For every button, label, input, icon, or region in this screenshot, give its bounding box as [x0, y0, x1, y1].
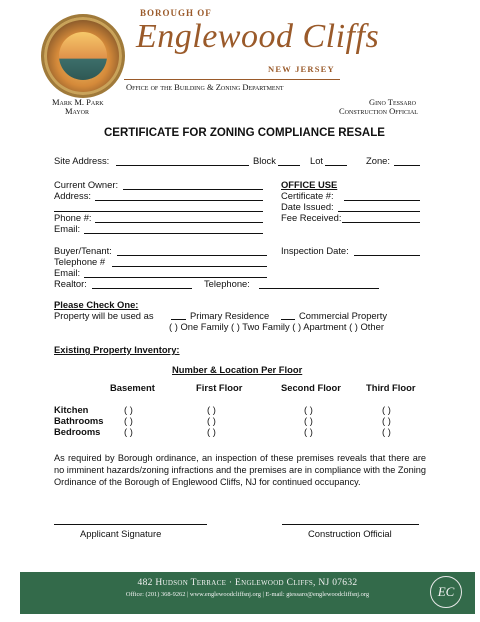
realtor-field[interactable]	[92, 288, 192, 289]
bathrooms-third-box[interactable]: ( )	[382, 415, 391, 426]
current-owner-field[interactable]	[123, 189, 263, 190]
applicant-signature-line[interactable]	[54, 524, 207, 525]
borough-seal-logo	[41, 14, 125, 98]
bedrooms-first-box[interactable]: ( )	[207, 426, 216, 437]
fee-received-label: Fee Received:	[281, 212, 342, 223]
block-label: Block	[253, 155, 276, 166]
site-address-field[interactable]	[116, 165, 249, 166]
footer-logo-text: EC	[437, 584, 455, 599]
phone-field[interactable]	[95, 222, 263, 223]
buyer-tenant-label: Buyer/Tenant:	[54, 245, 112, 256]
commercial-property-label: Commercial Property	[299, 310, 388, 321]
site-address-label: Site Address:	[54, 155, 110, 166]
certificate-field[interactable]	[344, 200, 420, 201]
address-field[interactable]	[95, 200, 263, 201]
col-second-floor: Second Floor	[281, 382, 341, 393]
owner-email-label: Email:	[54, 223, 81, 234]
row-kitchen: Kitchen	[54, 404, 89, 415]
compliance-statement: As required by Borough ordinance, an inspection of these premises reveals that there are no imminent hazards/zoning infractions and the premises are in compliance with the Zoning Ordinance of the Borough of Englewood Cliffs, NJ for continued occupancy.	[54, 453, 426, 487]
state-label: NEW JERSEY	[268, 64, 335, 74]
inspection-date-field[interactable]	[354, 255, 420, 256]
town-name-script: Englewood Cliffs	[136, 18, 380, 55]
borough-of-label: BOROUGH OF	[140, 8, 212, 18]
realtor-telephone-field[interactable]	[259, 288, 379, 289]
col-first-floor: First Floor	[196, 382, 243, 393]
certificate-label: Certificate #:	[281, 190, 334, 201]
official-title: Construction Official	[339, 106, 418, 116]
bathrooms-second-box[interactable]: ( )	[304, 415, 313, 426]
inspection-date-label: Inspection Date:	[281, 245, 349, 256]
bedrooms-basement-box[interactable]: ( )	[124, 426, 133, 437]
buyer-email-label: Email:	[54, 267, 81, 278]
owner-email-field[interactable]	[84, 233, 263, 234]
date-issued-label: Date Issued:	[281, 201, 334, 212]
zone-label: Zone:	[366, 155, 390, 166]
bedrooms-third-box[interactable]: ( )	[382, 426, 391, 437]
col-basement: Basement	[110, 382, 155, 393]
kitchen-second-box[interactable]: ( )	[304, 404, 313, 415]
check-one-heading: Please Check One:	[54, 299, 139, 310]
official-signature-label: Construction Official	[308, 528, 392, 539]
row-bathrooms: Bathrooms	[54, 415, 104, 426]
header-rule	[124, 79, 340, 80]
realtor-telephone-label: Telephone:	[204, 278, 250, 289]
row-bedrooms: Bedrooms	[54, 426, 101, 437]
block-field[interactable]	[278, 165, 300, 166]
buyer-tenant-field[interactable]	[117, 255, 267, 256]
bathrooms-basement-box[interactable]: ( )	[124, 415, 133, 426]
bathrooms-first-box[interactable]: ( )	[207, 415, 216, 426]
realtor-label: Realtor:	[54, 278, 87, 289]
inventory-table-heading: Number & Location Per Floor	[172, 364, 303, 375]
mayor-name: Mark M. Park	[52, 97, 104, 107]
property-used-as-label: Property will be used as	[54, 310, 154, 321]
dwelling-type-options[interactable]: ( ) One Family ( ) Two Family ( ) Apartment ( ) Other	[169, 321, 384, 332]
kitchen-basement-box[interactable]: ( )	[124, 404, 133, 415]
footer-address: 482 Hudson Terrace · Englewood Cliffs, NJ 07632	[137, 578, 358, 588]
official-signature-line[interactable]	[282, 524, 419, 525]
bedrooms-second-box[interactable]: ( )	[304, 426, 313, 437]
col-third-floor: Third Floor	[366, 382, 416, 393]
official-name: Gino Tessaro	[369, 97, 416, 107]
telephone-num-label: Telephone #	[54, 256, 106, 267]
footer-contact: Office: (201) 368-9262 | www.englewoodcliffsnj.org | E-mail: gtessaro@englewoodcliffsnj.org	[125, 591, 370, 598]
primary-residence-label: Primary Residence	[190, 310, 270, 321]
lot-field[interactable]	[325, 165, 347, 166]
page-title: CERTIFICATE FOR ZONING COMPLIANCE RESALE	[104, 127, 385, 139]
office-label: Office of the Building & Zoning Department	[126, 82, 284, 92]
address-label: Address:	[54, 190, 91, 201]
telephone-num-field[interactable]	[112, 266, 267, 267]
inventory-heading: Existing Property Inventory:	[54, 344, 180, 355]
fee-received-field[interactable]	[342, 222, 420, 223]
commercial-property-checkline[interactable]	[281, 319, 295, 320]
kitchen-third-box[interactable]: ( )	[382, 404, 391, 415]
kitchen-first-box[interactable]: ( )	[207, 404, 216, 415]
phone-label: Phone #:	[54, 212, 92, 223]
current-owner-label: Current Owner:	[54, 179, 119, 190]
primary-residence-checkline[interactable]	[171, 319, 186, 320]
footer-logo	[430, 576, 462, 608]
office-use-heading: OFFICE USE	[281, 179, 338, 190]
mayor-title: Mayor	[65, 106, 90, 116]
lot-label: Lot	[310, 155, 324, 166]
zone-field[interactable]	[394, 165, 420, 166]
date-issued-field[interactable]	[338, 211, 420, 212]
applicant-signature-label: Applicant Signature	[80, 528, 162, 539]
